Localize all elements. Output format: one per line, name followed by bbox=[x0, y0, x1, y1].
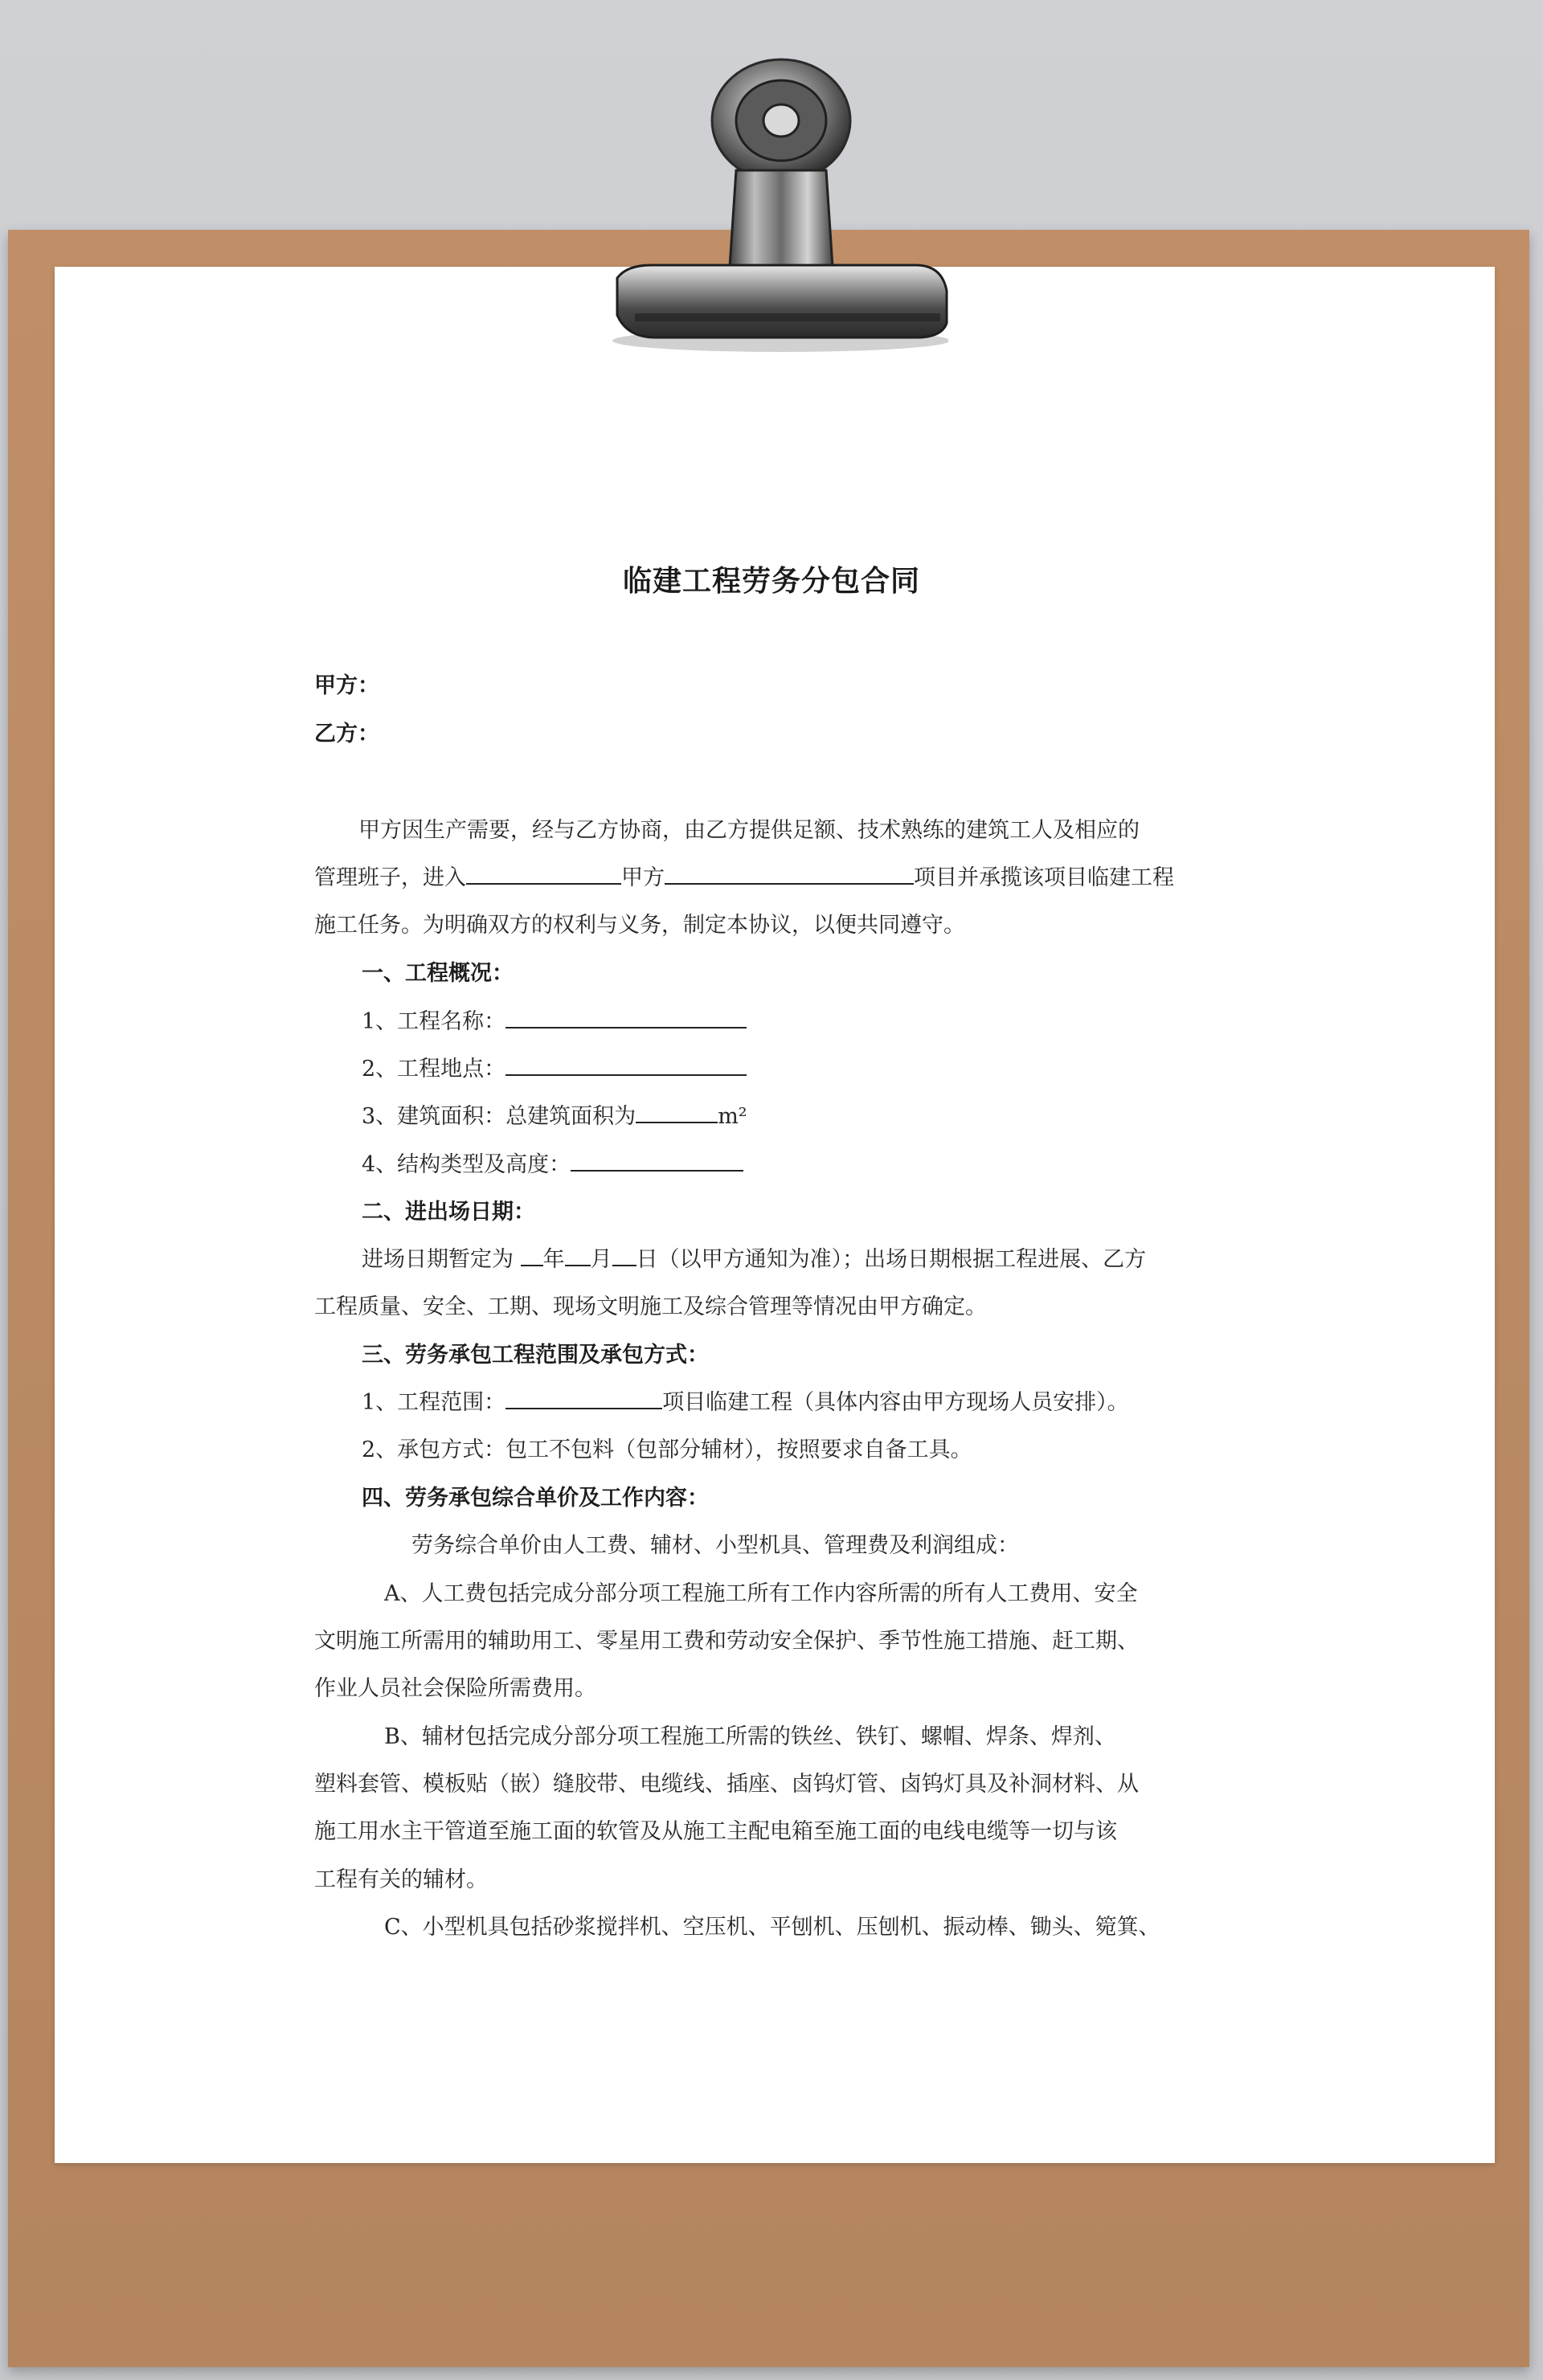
document-title: 临建工程劳务分包合同 bbox=[622, 565, 920, 598]
party-b-label: 乙方： bbox=[314, 722, 379, 746]
year-field[interactable] bbox=[521, 1245, 543, 1266]
section-3-item-2: 2、承包方式：包工不包料（包部分辅材），按照要求自备工具。 bbox=[362, 1437, 972, 1462]
area-field[interactable] bbox=[636, 1102, 718, 1123]
area-label: 3、建筑面积：总建筑面积为 bbox=[362, 1104, 636, 1129]
section-4-intro: 劳务综合单价由人工费、辅材、小型机具、管理费及利润组成： bbox=[411, 1533, 1019, 1558]
clause-b-line-1: B、辅材包括完成分部分项工程施工所需的铁丝、铁钉、螺帽、焊条、焊剂、 bbox=[384, 1724, 1116, 1749]
clause-c-line-1: C、小型机具包括砂浆搅拌机、空压机、平刨机、压刨机、振动棒、锄头、箢箕、 bbox=[384, 1915, 1160, 1940]
section-3-heading: 三、劳务承包工程范围及承包方式： bbox=[362, 1343, 709, 1368]
clause-b-line-3: 施工用水主干管道至施工面的软管及从施工主配电箱至施工面的电线电缆等一切与该 bbox=[314, 1819, 1117, 1844]
clause-a-line-1: A、人工费包括完成分部分项工程施工所有工作内容所需的所有人工费用、安全 bbox=[384, 1581, 1138, 1606]
clause-a-line-2: 文明施工所需用的辅助用工、零星用工费和劳动安全保护、季节性施工措施、赶工期、 bbox=[314, 1629, 1139, 1654]
project-name-blank[interactable] bbox=[665, 864, 914, 885]
scope-text: 项目临建工程（具体内容由甲方现场人员安排）。 bbox=[662, 1390, 1129, 1415]
month-label: 月 bbox=[590, 1247, 612, 1272]
day-field[interactable] bbox=[612, 1245, 636, 1266]
party-a-label: 甲方： bbox=[314, 673, 379, 698]
section-2-line-1 bbox=[362, 1245, 1146, 1274]
intro-line-3: 施工任务。为明确双方的权利与义务，制定本协议，以便共同遵守。 bbox=[314, 913, 965, 938]
clause-b-line-2: 塑料套管、模板贴（嵌）缝胶带、电缆线、插座、卤钨灯管、卤钨灯具及补洞材料、从 bbox=[314, 1772, 1139, 1797]
section-2-line-2: 工程质量、安全、工期、现场文明施工及综合管理等情况由甲方确定。 bbox=[314, 1294, 987, 1319]
section-3-item-1 bbox=[362, 1388, 1129, 1417]
project-location-field[interactable] bbox=[505, 1055, 747, 1076]
structure-label: 4、结构类型及高度： bbox=[362, 1152, 571, 1177]
project-location-label: 2、工程地点： bbox=[362, 1057, 506, 1082]
intro-line-1: 甲方因生产需要，经与乙方协商，由乙方提供足额、技术熟练的建筑工人及相应的 bbox=[358, 818, 1140, 843]
section-4-heading: 四、劳务承包综合单价及工作内容： bbox=[362, 1486, 709, 1511]
project-name-label: 1、工程名称： bbox=[362, 1009, 506, 1034]
binder-clip-icon bbox=[579, 50, 948, 355]
intro-text-b: 甲方 bbox=[621, 865, 665, 890]
section-1-item-1 bbox=[362, 1008, 747, 1037]
section-1-heading: 一、工程概况： bbox=[362, 961, 514, 986]
section-1-item-3 bbox=[362, 1102, 747, 1131]
clause-a-line-3: 作业人员社会保险所需费用。 bbox=[314, 1676, 596, 1701]
scope-label: 1、工程范围： bbox=[362, 1390, 506, 1415]
contract-paper bbox=[55, 267, 1495, 2163]
scope-field[interactable] bbox=[505, 1388, 662, 1409]
intro-text-c: 项目并承揽该项目临建工程 bbox=[914, 865, 1174, 890]
entry-date-label: 进场日期暂定为 bbox=[362, 1247, 521, 1272]
section-1-item-4 bbox=[362, 1151, 743, 1180]
structure-field[interactable] bbox=[571, 1151, 743, 1172]
project-name-field[interactable] bbox=[505, 1008, 747, 1028]
section-2-heading: 二、进出场日期： bbox=[362, 1200, 535, 1225]
month-field[interactable] bbox=[565, 1245, 591, 1266]
exit-date-text: 日（以甲方通知为准）；出场日期根据工程进展、乙方 bbox=[636, 1247, 1147, 1272]
intro-text-a: 管理班子，进入 bbox=[314, 865, 466, 890]
year-label: 年 bbox=[542, 1247, 565, 1272]
clause-b-line-4: 工程有关的辅材。 bbox=[314, 1867, 488, 1892]
project-party-blank[interactable] bbox=[466, 864, 621, 885]
intro-line-2 bbox=[314, 864, 1174, 893]
section-1-item-2 bbox=[362, 1055, 747, 1084]
area-unit: m² bbox=[718, 1104, 747, 1129]
